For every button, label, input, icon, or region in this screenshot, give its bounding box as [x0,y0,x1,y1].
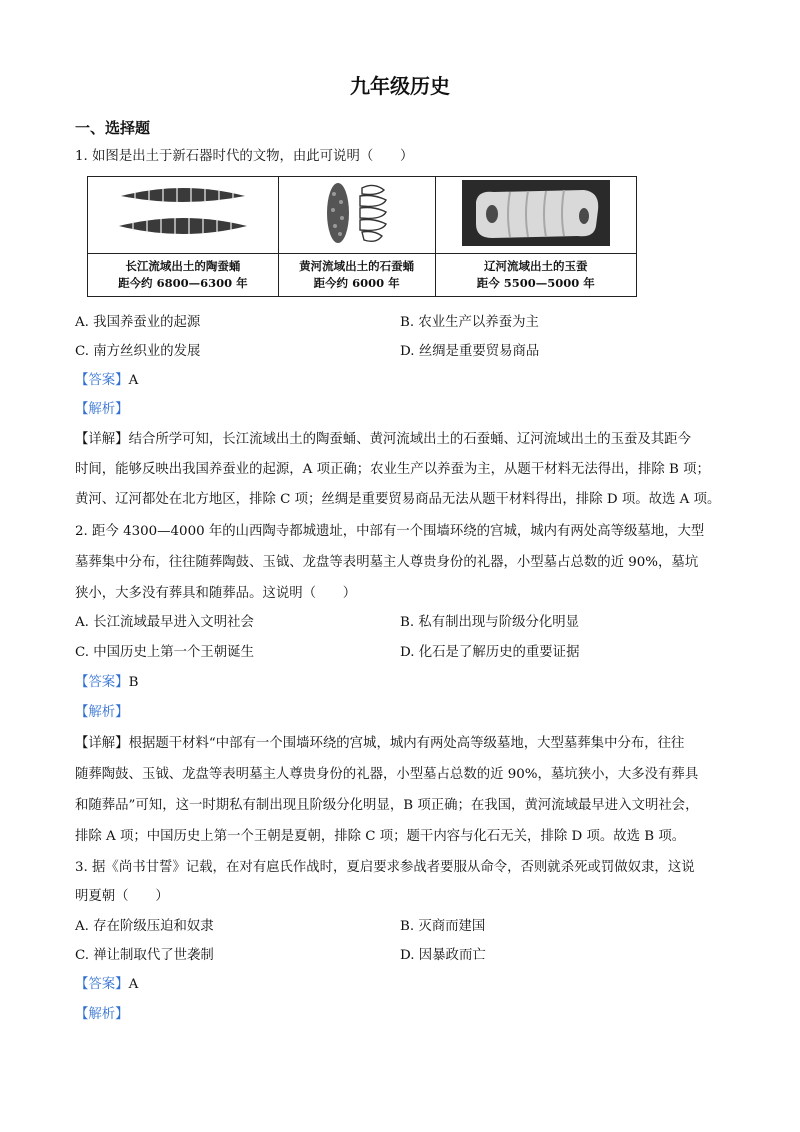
q1-stem: 1. 如图是出土于新石器时代的文物，由此可说明（ ） [75,149,414,164]
q1-option-b: B. 农业生产以养蚕为主 [400,315,539,330]
q1-detail-line-3: 黄河、辽河都处在北方地区，排除 C 项；丝绸是重要贸易商品无法从题干材料得出，排除 D 项。故选 A 项。 [75,492,721,507]
answer-value: A [128,977,139,992]
q3-analysis [75,1006,129,1024]
jade-silkworm-image-cell [435,177,637,254]
q2-option-d: D. 化石是了解历史的重要证据 [400,645,580,660]
stone-silkworm-caption: 黄河流域出土的石蚕蛹 距今约 6000 年 [278,254,435,297]
q1-option-a: A. 我国养蚕业的起源 [75,315,201,330]
q1-option-c: C. 南方丝织业的发展 [75,344,201,359]
q2-stem-line-1: 2. 距今 4300—4000 年的山西陶寺都城遗址，中部有一个围墙环绕的宫城，城内有两处高等级墓地，大型 [75,524,705,539]
stone-silkworm-image-cell [278,177,435,254]
detail-tag: 【详解】 [75,432,129,447]
q3-option-d: D. 因暴政而亡 [400,948,486,963]
answer-tag: 【答案】 [75,977,129,992]
q3-option-a: A. 存在阶级压迫和奴隶 [75,919,214,934]
q2-detail-line-1: 【详解】根据题干材料“中部有一个围墙环绕的宫城，城内有两处高等级墓地，大型墓葬集中分布，往往 [75,736,685,751]
q2-stem-line-3: 狭小，大多没有葬具和随葬品。这说明（ ） [75,586,357,601]
q3-option-c: C. 禅让制取代了世袭制 [75,948,214,963]
q1-analysis [75,401,129,419]
answer-tag: 【答案】 [75,675,129,690]
analysis-tag: 【解析】 [75,705,129,720]
analysis-tag: 【解析】 [75,1007,129,1022]
stone-silkworm-image [312,180,402,246]
q2-answer [75,674,138,692]
answer-value: A [128,373,139,388]
q2-option-c: C. 中国历史上第一个王朝诞生 [75,645,254,660]
detail-tag: 【详解】 [75,736,129,751]
q2-detail-line-3: 和随葬品”可知，这一时期私有制出现且阶级分化明显，B 项正确；在我国，黄河流域最早进入文明社会， [75,798,699,813]
jade-silkworm-image [462,180,610,246]
q2-detail-line-4: 排除 A 项；中国历史上第一个王朝是夏朝，排除 C 项；题干内容与化石无关，排除 D 项。故选 B 项。 [75,829,686,844]
q3-stem-line-1: 3. 据《尚书甘誓》记载，在对有扈氏作战时，夏启要求参战者要服从命令，否则就杀死或罚做奴隶，这说 [75,860,695,875]
answer-tag: 【答案】 [75,373,129,388]
jade-silkworm-caption: 辽河流域出土的玉蚕 距今 5500—5000 年 [435,254,637,297]
pottery-silkworm-image-cell [88,177,279,254]
q1-detail-line-2: 时间，能够反映出我国养蚕业的起源，A 项正确；农业生产以养蚕为主，从题干材料无法得出，排除 B 项； [75,462,710,477]
answer-value: B [128,675,139,690]
analysis-tag: 【解析】 [75,402,129,417]
page-title: 九年级历史 [350,74,450,98]
q2-option-a: A. 长江流域最早进入文明社会 [75,615,254,630]
q2-detail-line-2: 随葬陶鼓、玉钺、龙盘等表明墓主人尊贵身份的礼器，小型墓占总数的近 90%，墓坑狭小，大多没有葬具 [75,767,699,782]
q1-answer [75,372,138,390]
q3-option-b: B. 灭商而建国 [400,919,486,934]
q3-stem-line-2: 明夏朝（ ） [75,889,169,904]
pottery-silkworm-caption: 长江流域出土的陶蚕蛹 距今约 6800—6300 年 [88,254,279,297]
section-heading: 一、选择题 [75,119,151,137]
pottery-silkworm-image [113,182,253,244]
q1-figure-table [87,176,637,297]
q2-stem-line-2: 墓葬集中分布，往往随葬陶鼓、玉钺、龙盘等表明墓主人尊贵身份的礼器，小型墓占总数的近 90%，墓坑 [75,555,699,570]
q3-answer [75,976,138,994]
q1-detail-line-1: 【详解】结合所学可知，长江流域出土的陶蚕蛹、黄河流域出土的石蚕蛹、辽河流域出土的玉蚕及其距今 [75,432,691,447]
q2-option-b: B. 私有制出现与阶级分化明显 [400,615,580,630]
q1-option-d: D. 丝绸是重要贸易商品 [400,344,540,359]
q2-analysis [75,704,129,722]
